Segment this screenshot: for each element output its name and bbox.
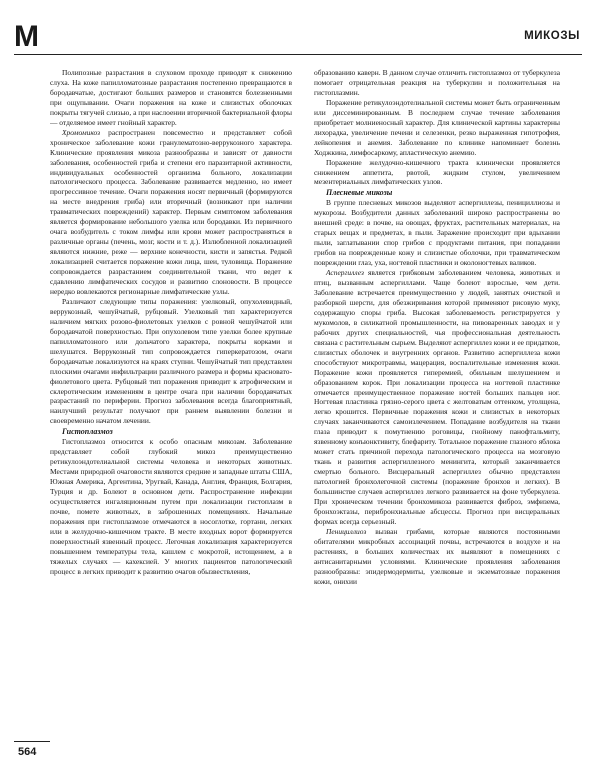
- section-title: МИКОЗЫ: [524, 30, 580, 42]
- term-aspergillosis: Аспергиллез: [326, 268, 364, 278]
- header-rule: [14, 54, 582, 55]
- section-heading-histoplasmosis: Гистоплазмоз: [62, 427, 113, 437]
- paragraph: Поражение ретикулоэндотелиальной системы может быть ограниченным или диссеминированным. В последнем случае течение заболевания приобретает молниеносный характер. Для клинической картины характерны лихорадка, увеличение печени и селезенки, резко выраженная гипотрофия, лейкопения и анемия. Заболевание по клинике напоминает болезнь Ходжкина, лимфосаркому, апластическую анемию.: [314, 97, 560, 157]
- paragraph-text: вызван грибами, которые являются постоянными обитателями микробных ассоциаций почвы, встречаются в воздухе и на растениях, в больших количествах их выявляют в помещениях с антисанитарными условиями. Клинические проявления заболевания разнообразны: эпидермодермиты, узелковые и экзематозные поражения кожи, онихии: [314, 526, 560, 586]
- section-letter: М: [14, 20, 39, 53]
- term-chromomycosis: Хромомикоз: [62, 127, 101, 137]
- paragraph: В группе плесневых микозов выделяют аспергиллезы, пенициллиозы и мукорозы. Возбудители данных заболеваний широко распространены во внешней среде: в почве, на овощах, фруктах, растительных материалах, на старых вещах и предметах, в пыли. Заражение происходит при вдыхании пыли, заглатывании спор грибов с продуктами питания, при попадании грибов на поврежденные кожу и слизистые оболочки, при травматическом повреждении глаз, уха, ногтевой пластинки и околоногтевых валиков.: [314, 198, 560, 268]
- paragraph: Гистоплазмоз относится к особо опасным микозам. Заболевание представляет собой глубокий микоз преимущественно ретикулоэндотелиальной системы человека и некоторых животных. Местами природной очаговости являются средние и западные штаты США, Южная Америка, Аргентина, Уругвай, Канада, Англия, Франция, Болгария, Турция и др. Болеют в основном дети. Распространение инфекции осуществляется ингаляционным путем при локализации гистоплазм в почве, помете животных, в заброшенных помещениях. Начальные поражения при гистоплазмозе отмечаются в носоглотке, гортани, легких или в желудочно-кишечном тракте. В месте входных ворот формируется поверхностный язвенный процесс. Легочная локализация характеризуется повышением температуры тела, кашлем с мокротой, истощением, а в тяжелых случаях — кахексией. У многих пациентов патологический процесс в легких приводит к развитию очагов обызвествления,: [50, 437, 292, 576]
- page-number: 564: [18, 746, 37, 758]
- paragraph: образованию каверн. В данном случае отличить гистоплазмоз от туберкулеза помогает отрицательная реакция на туберкулин и положительная на гистоплазмин.: [314, 68, 560, 97]
- paragraph: Различают следующие типы поражения: узелковый, опухолевидный, веррукозный, чешуйчатый, рубцовый. Узелковый тип характеризуется наличием мягких розово-фиолетовых узелков с ровной чешуйчатой или бородавчатой поверхностью. При опухолевом типе узелки более крупные папилломатозного или дольчатого характера, покрыты корками и шелушатся. Веррукозный тип сопровождается гиперкератозом, очаги бородавчатые локализуются на краях ступни. Чешуйчатый тип представлен плоскими очагами инфильтрации различного размера и формы красновато-фиолетового цвета. Рубцовый тип поражения приводит к атрофическим и склеротическим изменениям в центре очага при наличии бородавчатых разрастаний по периферии. Прогноз заболевания всегда благоприятный, наилучший результат получают при раннем выявлении болезни и своевременно начатом лечении.: [50, 296, 292, 426]
- footer-rule: [14, 741, 50, 742]
- paragraph-text: распространен повсеместно и представляет собой хроническое заболевание кожи гранулематозно-веррукозного характера. Клинические проявления микоза разнообразны и зависят от давности заболевания, особенностей гриба и степени его паразитарной активности, индивидуальных особенностей организма больного, локализации патологического процесса. Заболевание развивается медленно, но имеет прогрессивное течение. Очаги поражения носят первичный (формируются на месте внедрения гриба) или вторичный (возникают при наличии травматических повреждений) характер. Первым симптомом заболевания является формирование небольшого узелка или бородавки. Из первичного очага возбудитель с током лимфы или крови может распространяться в различные органы (печень, мозг, кости и т. д.). Излюбленной локализацией являются нижние, реже — верхние конечности, кисти и запястья. Редкой локализацией считается поражение кожи лица, шеи, туловища. Поражение сопровождается разрастанием соединительной ткани, что ведет к сдавлению лимфатических сосудов и развитию слоновости. В процессе нередко вовлекаются регионарные лимфатические узлы.: [50, 127, 292, 296]
- section-heading-mold-mycoses: Плесневые микозы: [326, 188, 393, 198]
- paragraph-penicilliosis: [314, 527, 560, 587]
- paragraph-text: является грибковым заболеванием человека, животных и птиц, вызванным аспергиллами. Чаще болеют взрослые, чем дети. Заболевание встречается преимущественно у людей, занятых очисткой и разборкой шерсти, для обезжиривания которой применяют рисовую муку, содержащую споры гриба. Высокая заболеваемость регистрируется у мукомолов, в силикатной промышленности, на пивоваренных заводах и у рабочих других специальностей, чья профессиональная деятельность связана с растительным сырьем. Выделяют аспергиллез кожи и ее придатков, слизистых оболочек и внутренних органов. Развитию аспергиллеза кожи способствуют микротравмы, мацерация, воспалительные изменения кожи. Поражение кожи проявляется гиперемией, обильным шелушением и образованием корок. При локализации процесса на ногтевой пластинке отмечается преимущественное поражение ногтей больших пальцев ног. Ногтевая пластинка грязно-серого цвета с желтоватым оттенком, утолщена, легко крошится. Первичные поражения кожи и слизистых в некоторых случаях заканчиваются самоизлечением. Попадание возбудителя на ткани глаза приводит к помутнению роговицы, гнойному панофтальмиту, язвенному конъюнктивиту, блефариту. Тотальное поражение глазного яблока может стать причиной перехода патологического процесса на мозговую ткань и развития аспергиллезного менингита, который заканчивается смертью больного. Висцеральный аспергиллез обычно представлен патологией бронхолегочной системы (поражение бронхов и легких). В большинстве случаев аспергиллез легкого развивается на фоне туберкулеза. При хроническом течении бронхомикоза развивается фиброз, эмфизема, бронхоэктазы, перибронхиальные абсцессы. Прогноз при висцеральных формах всегда серьезный.: [314, 268, 560, 526]
- paragraph: Поражение желудочно-кишечного тракта клинически проявляется снижением аппетита, рвотой, жидким стулом, увеличением мезентериальных лимфатических узлов.: [314, 157, 560, 187]
- term-penicilliosis: Пенициллиоз: [326, 526, 367, 536]
- paragraph-aspergillosis: [314, 268, 560, 527]
- left-column: [50, 68, 292, 728]
- paragraph: Полипозные разрастания в слуховом проходе приводят к снижению слуха. На коже папилломатозные разрастания постепенно превращаются в бородавчатые, достигают больших размеров и становятся болезненными при ощупывании. Очаги поражения на коже и слизистых оболочках покрыты тягучей слизью, а при наслоении вторичной бактериальной флоры — отделяемое имеет гнойный характер.: [50, 68, 292, 127]
- paragraph-chromomycosis: [50, 128, 292, 297]
- right-column: [314, 68, 560, 728]
